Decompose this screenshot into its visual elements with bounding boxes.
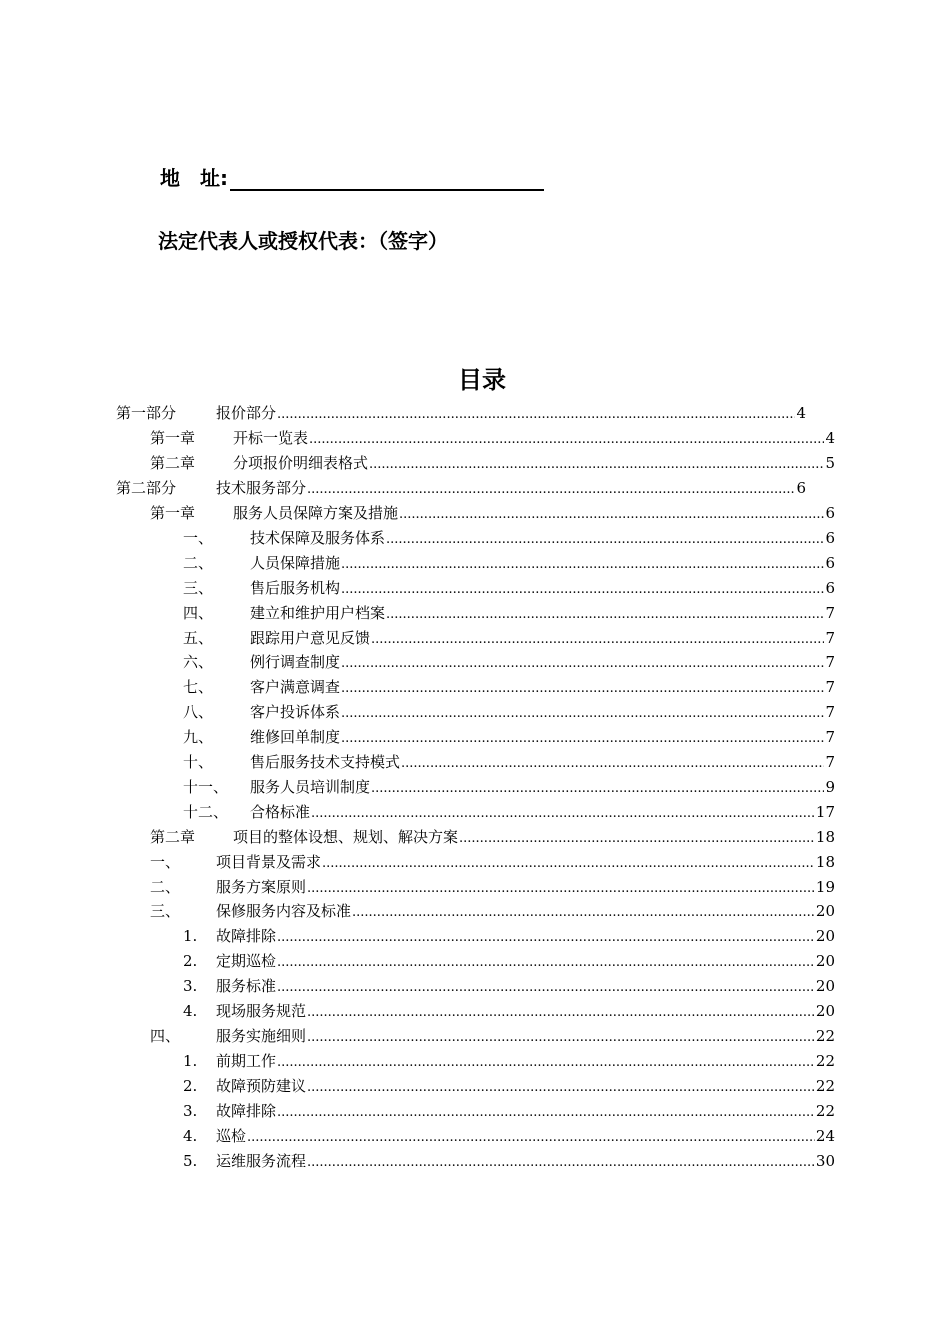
toc-entry[interactable] xyxy=(183,727,835,747)
toc-entry[interactable] xyxy=(183,528,835,548)
toc-entry-number: 4. xyxy=(183,1002,198,1020)
toc-entry-title: 建立和维护用户档案 xyxy=(250,604,386,622)
toc-entry[interactable] xyxy=(150,877,835,897)
toc-entry-number: 第二部分 xyxy=(116,479,177,497)
toc-entry-title: 定期巡检 xyxy=(216,952,277,970)
toc-entry[interactable] xyxy=(183,603,835,623)
toc-entry[interactable] xyxy=(183,951,835,971)
toc-entry-page: 20 xyxy=(815,927,835,945)
toc-entry-page: 7 xyxy=(825,728,835,746)
toc-entry-number: 1. xyxy=(183,927,198,945)
toc-entry[interactable] xyxy=(183,702,835,722)
toc-entry-number: 第二章 xyxy=(150,828,196,846)
toc-entry-page: 22 xyxy=(815,1052,835,1070)
toc-entry-page: 9 xyxy=(825,778,835,796)
toc-entry-title: 故障排除 xyxy=(216,1102,277,1120)
toc-entry-number: 一、 xyxy=(183,529,214,547)
toc-entry-page: 24 xyxy=(815,1127,835,1145)
toc-entry-title: 服务标准 xyxy=(216,977,277,995)
toc-leader-dots xyxy=(307,877,815,899)
toc-entry-number: 2. xyxy=(183,1077,198,1095)
toc-entry-page: 7 xyxy=(825,703,835,721)
toc-entry-page: 18 xyxy=(815,853,835,871)
toc-entry[interactable] xyxy=(150,1026,835,1046)
toc-entry-number: 第一章 xyxy=(150,504,196,522)
toc-leader-dots xyxy=(371,777,824,799)
toc-entry-number: 十一、 xyxy=(183,778,229,796)
toc-leader-dots xyxy=(386,603,824,625)
toc-leader-dots xyxy=(401,752,824,774)
toc-entry[interactable] xyxy=(183,1051,835,1071)
toc-entry-title: 报价部分 xyxy=(216,404,277,422)
toc-entry-title: 故障预防建议 xyxy=(216,1077,307,1095)
toc-entry[interactable] xyxy=(183,976,835,996)
toc-entry-number: 七、 xyxy=(183,678,214,696)
toc-leader-dots xyxy=(307,1026,815,1048)
toc-leader-dots xyxy=(341,702,824,724)
toc-entry-title: 分项报价明细表格式 xyxy=(233,454,369,472)
toc-entry-number: 3. xyxy=(183,977,198,995)
toc-entry-title: 服务实施细则 xyxy=(216,1027,307,1045)
toc-entry-title: 运维服务流程 xyxy=(216,1152,307,1170)
address-colon: : xyxy=(220,166,228,190)
toc-entry-number: 九、 xyxy=(183,728,214,746)
toc-entry-number: 五、 xyxy=(183,629,214,647)
toc-entry-page: 4 xyxy=(825,429,835,447)
toc-entry-title: 项目的整体设想、规划、解决方案 xyxy=(233,828,459,846)
toc-entry-number: 六、 xyxy=(183,653,214,671)
toc-entry-title: 维修回单制度 xyxy=(250,728,341,746)
toc-entry-page: 20 xyxy=(815,902,835,920)
toc-leader-dots xyxy=(277,951,815,973)
toc-entry-page: 20 xyxy=(815,1002,835,1020)
toc-entry[interactable] xyxy=(150,428,835,448)
toc-leader-dots xyxy=(277,1051,815,1073)
toc-entry-page: 7 xyxy=(825,753,835,771)
toc-entry-page: 17 xyxy=(815,803,835,821)
toc-leader-dots xyxy=(386,528,824,550)
toc-leader-dots xyxy=(307,478,795,500)
toc-entry[interactable] xyxy=(183,1151,835,1171)
toc-leader-dots xyxy=(277,403,795,425)
toc-leader-dots xyxy=(459,827,815,849)
toc-entry[interactable] xyxy=(183,677,835,697)
toc-entry[interactable] xyxy=(116,403,806,423)
toc-entry-number: 第一部分 xyxy=(116,404,177,422)
toc-entry-page: 6 xyxy=(825,579,835,597)
toc-entry-number: 3. xyxy=(183,1102,198,1120)
toc-entry-page: 7 xyxy=(825,653,835,671)
toc-entry-title: 项目背景及需求 xyxy=(216,853,322,871)
toc-entry-title: 服务人员保障方案及措施 xyxy=(233,504,399,522)
toc-leader-dots xyxy=(341,677,824,699)
toc-entry-title: 客户投诉体系 xyxy=(250,703,341,721)
toc-entry-number: 第二章 xyxy=(150,454,196,472)
toc-entry-page: 22 xyxy=(815,1077,835,1095)
toc-entry-page: 20 xyxy=(815,952,835,970)
toc-entry-number: 1. xyxy=(183,1052,198,1070)
toc-entry-title: 服务人员培训制度 xyxy=(250,778,371,796)
toc-entry[interactable] xyxy=(116,478,806,498)
toc-leader-dots xyxy=(371,628,824,650)
toc-leader-dots xyxy=(341,652,824,674)
toc-entry-number: 三、 xyxy=(150,902,181,920)
toc-leader-dots xyxy=(307,1076,815,1098)
address-blank-line xyxy=(230,169,544,191)
toc-entry-page: 19 xyxy=(815,878,835,896)
toc-entry-page: 20 xyxy=(815,977,835,995)
toc-entry-title: 技术保障及服务体系 xyxy=(250,529,386,547)
toc-entry[interactable] xyxy=(183,628,835,648)
toc-entry-title: 合格标准 xyxy=(250,803,311,821)
toc-entry-number: 四、 xyxy=(150,1027,181,1045)
toc-entry[interactable] xyxy=(150,901,835,921)
toc-entry[interactable] xyxy=(150,503,835,523)
toc-entry[interactable] xyxy=(183,1101,835,1121)
toc-entry-number: 二、 xyxy=(150,878,181,896)
toc-leader-dots xyxy=(369,453,824,475)
toc-entry[interactable] xyxy=(150,827,835,847)
toc-leader-dots xyxy=(277,1101,815,1123)
toc-entry-page: 7 xyxy=(825,629,835,647)
address-label-2: 址 xyxy=(200,166,220,190)
toc-entry-page: 6 xyxy=(825,504,835,522)
representative-signature-label: 法定代表人或授权代表：（签字） xyxy=(158,229,448,253)
toc-entry-page: 18 xyxy=(815,828,835,846)
toc-entry-number: 2. xyxy=(183,952,198,970)
toc-entry-page: 30 xyxy=(815,1152,835,1170)
toc-entry-title: 服务方案原则 xyxy=(216,878,307,896)
toc-entry-page: 6 xyxy=(796,479,806,497)
toc-leader-dots xyxy=(277,926,815,948)
toc-entry-number: 八、 xyxy=(183,703,214,721)
toc-entry-number: 5. xyxy=(183,1152,198,1170)
toc-leader-dots xyxy=(341,553,824,575)
toc-entry-page: 22 xyxy=(815,1027,835,1045)
toc-entry-number: 二、 xyxy=(183,554,214,572)
toc-entry-page: 7 xyxy=(825,604,835,622)
toc-entry[interactable] xyxy=(183,802,835,822)
toc-entry-title: 售后服务机构 xyxy=(250,579,341,597)
address-field xyxy=(160,162,544,191)
address-label-1: 地 xyxy=(160,166,180,190)
toc-entry-number: 4. xyxy=(183,1127,198,1145)
toc-entry-title: 售后服务技术支持模式 xyxy=(250,753,401,771)
toc-entry[interactable] xyxy=(183,926,835,946)
toc-entry-page: 5 xyxy=(825,454,835,472)
toc-entry-title: 巡检 xyxy=(216,1127,247,1145)
toc-entry-title: 保修服务内容及标准 xyxy=(216,902,352,920)
toc-entry-title: 前期工作 xyxy=(216,1052,277,1070)
toc-entry[interactable] xyxy=(183,777,835,797)
toc-entry[interactable] xyxy=(183,652,835,672)
toc-entry-page: 6 xyxy=(825,529,835,547)
toc-entry[interactable] xyxy=(183,1126,835,1146)
toc-entry[interactable] xyxy=(150,852,835,872)
toc-entry-number: 四、 xyxy=(183,604,214,622)
toc-leader-dots xyxy=(341,727,824,749)
toc-entry[interactable] xyxy=(150,453,835,473)
toc-leader-dots xyxy=(307,1151,815,1173)
toc-entry-page: 6 xyxy=(825,554,835,572)
toc-entry-number: 十二、 xyxy=(183,803,229,821)
toc-entry-number: 三、 xyxy=(183,579,214,597)
toc-entry-title: 人员保障措施 xyxy=(250,554,341,572)
toc-leader-dots xyxy=(247,1126,815,1148)
toc-entry-number: 十、 xyxy=(183,753,214,771)
toc-leader-dots xyxy=(309,428,824,450)
toc-entry-title: 客户满意调查 xyxy=(250,678,341,696)
toc-entry-title: 技术服务部分 xyxy=(216,479,307,497)
toc-leader-dots xyxy=(307,1001,815,1023)
toc-entry-page: 7 xyxy=(825,678,835,696)
toc-entry-title: 故障排除 xyxy=(216,927,277,945)
toc-entry-title: 开标一览表 xyxy=(233,429,309,447)
toc-entry-number: 第一章 xyxy=(150,429,196,447)
toc-leader-dots xyxy=(311,802,815,824)
toc-entry[interactable] xyxy=(183,752,835,772)
toc-leader-dots xyxy=(277,976,815,998)
toc-entry[interactable] xyxy=(183,1001,835,1021)
toc-leader-dots xyxy=(341,578,824,600)
toc-entry[interactable] xyxy=(183,578,835,598)
toc-entry[interactable] xyxy=(183,1076,835,1096)
toc-entry-title: 例行调查制度 xyxy=(250,653,341,671)
toc-entry-number: 一、 xyxy=(150,853,181,871)
toc-entry-title: 现场服务规范 xyxy=(216,1002,307,1020)
toc-entry-page: 4 xyxy=(796,404,806,422)
toc-leader-dots xyxy=(352,901,815,923)
toc-entry[interactable] xyxy=(183,553,835,573)
toc-leader-dots xyxy=(399,503,824,525)
toc-entry-page: 22 xyxy=(815,1102,835,1120)
toc-leader-dots xyxy=(322,852,815,874)
toc-title: 目录 xyxy=(458,366,506,394)
toc-entry-title: 跟踪用户意见反馈 xyxy=(250,629,371,647)
